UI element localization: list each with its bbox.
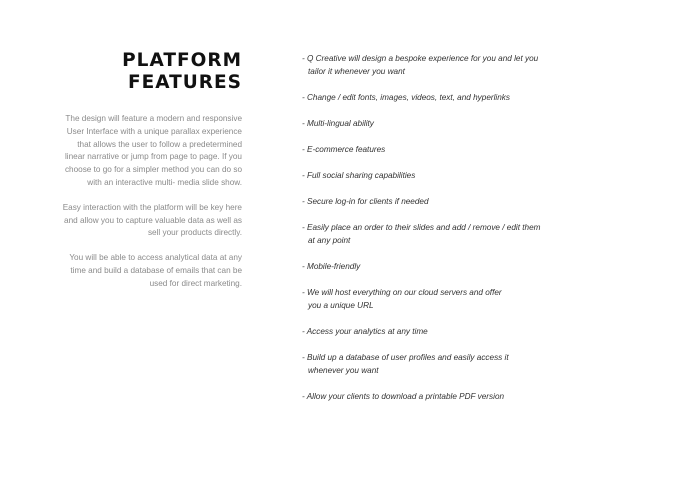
feature-item <box>302 52 602 78</box>
feature-item <box>302 195 602 208</box>
feature-text: - Multi-lingual ability <box>302 119 374 128</box>
intro-text <box>60 113 242 291</box>
feature-item <box>302 143 602 156</box>
feature-text-continued: tailor it whenever you want <box>308 67 405 76</box>
feature-text: - Easily place an order to their slides and add / remove / edit them <box>302 223 541 232</box>
feature-item <box>302 286 602 312</box>
feature-item <box>302 169 602 182</box>
feature-item <box>302 325 602 338</box>
feature-text: - Full social sharing capabilities <box>302 171 416 180</box>
feature-text: - Q Creative will design a bespoke experience for you and let you <box>302 54 539 63</box>
feature-text: - Access your analytics at any time <box>302 327 428 336</box>
feature-text: - Secure log-in for clients if needed <box>302 197 429 206</box>
feature-text: - We will host everything on our cloud servers and offer <box>302 288 502 297</box>
feature-item <box>302 91 602 104</box>
feature-text-continued: you a unique URL <box>308 301 374 310</box>
feature-text: - Change / edit fonts, images, videos, text, and hyperlinks <box>302 93 510 102</box>
page-title <box>60 50 242 94</box>
feature-text: - Build up a database of user profiles and easily access it <box>302 353 509 362</box>
feature-text: - Mobile-friendly <box>302 262 361 271</box>
feature-text: - E-commerce features <box>302 145 386 154</box>
feature-item <box>302 117 602 130</box>
feature-item <box>302 390 602 403</box>
feature-text-continued: whenever you want <box>308 366 379 375</box>
left-column <box>60 50 242 303</box>
title-line-1: PLATFORM <box>122 50 242 71</box>
feature-text-continued: at any point <box>308 236 351 245</box>
feature-item <box>302 260 602 273</box>
intro-paragraph: The design will feature a modern and responsive User Interface with a unique parallax experience that allows the user to follow a predetermined linear narrative or jump from page to page. If you choose to go for a simpler method you can do so with an interactive multi- media slide show. <box>64 114 242 187</box>
feature-text: - Allow your clients to download a printable PDF version <box>302 392 505 401</box>
intro-paragraph: You will be able to access analytical data at any time and build a database of emails that can be used for direct marketing. <box>69 253 242 288</box>
feature-item <box>302 351 602 377</box>
right-column <box>302 52 602 416</box>
features-list <box>302 52 602 403</box>
intro-paragraph: Easy interaction with the platform will be key here and allow you to capture valuable data as well as sell your products directly. <box>62 202 242 238</box>
title-line-2: FEATURES <box>127 72 242 93</box>
feature-item <box>302 221 602 247</box>
